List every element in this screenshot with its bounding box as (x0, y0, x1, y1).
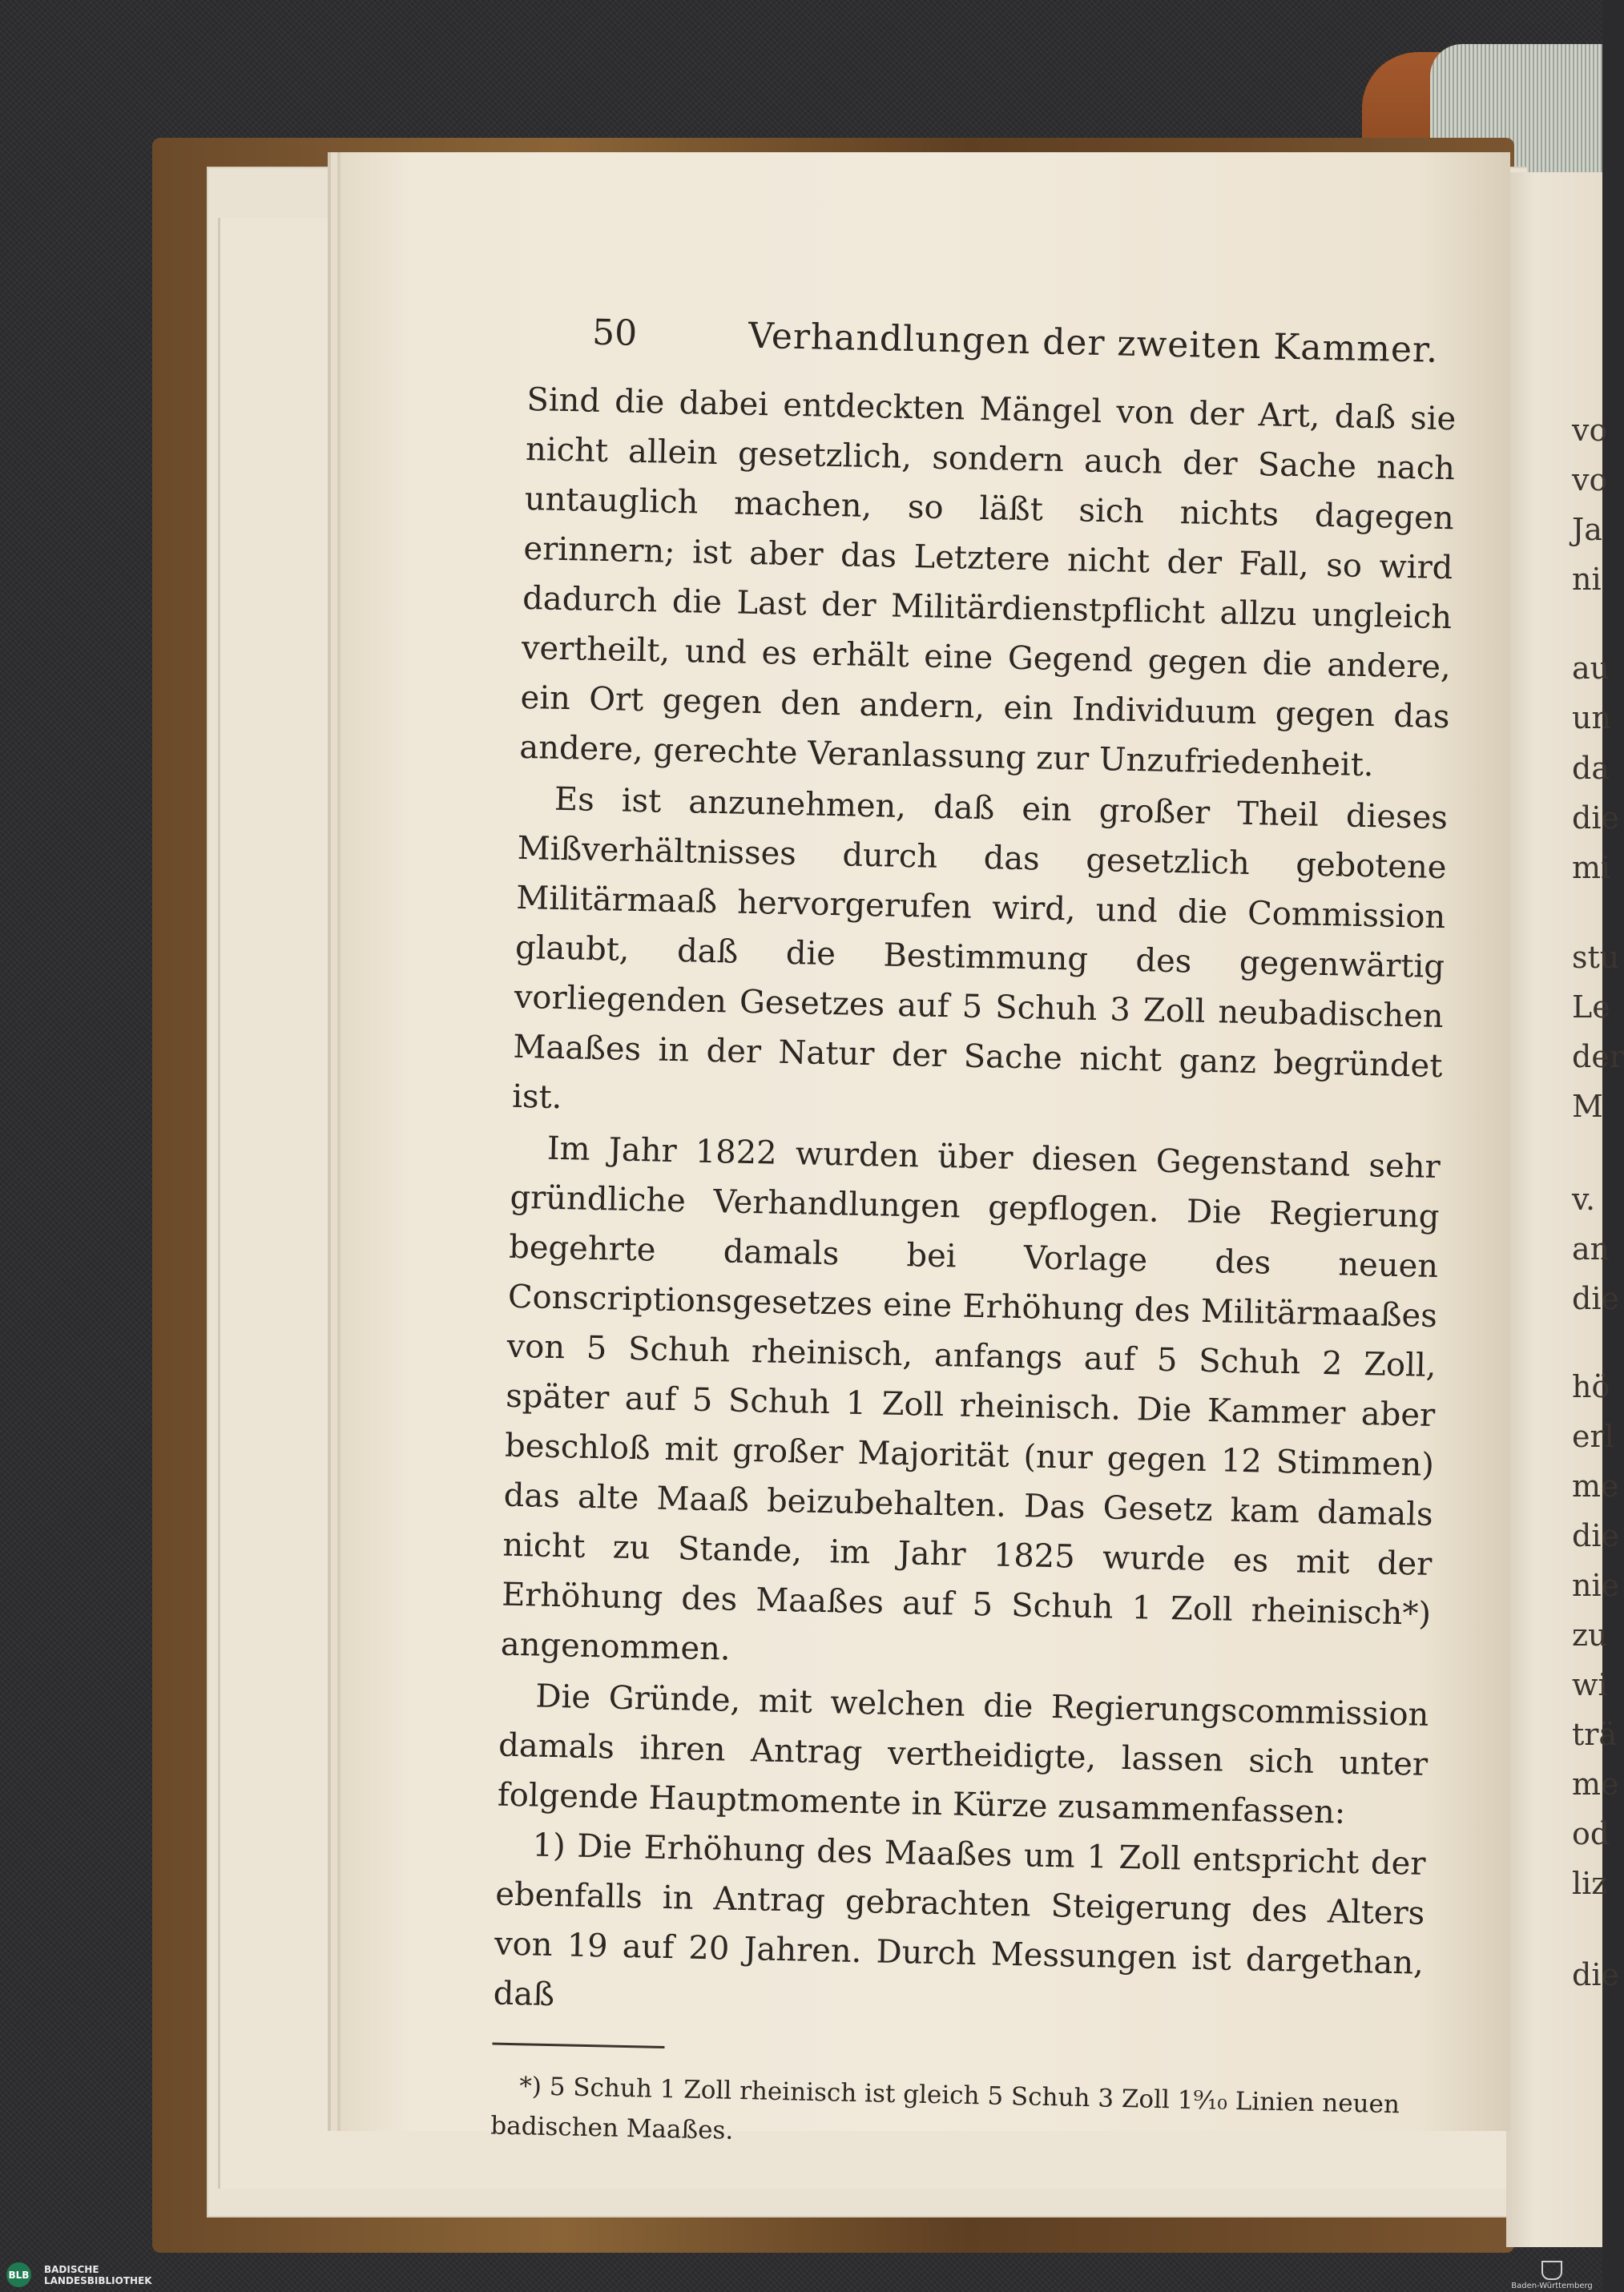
right-fragment: au (1572, 651, 1610, 686)
right-fragment: die (1572, 1281, 1619, 1316)
right-fragment: od (1572, 1816, 1610, 1851)
right-fragment: die (1572, 800, 1619, 836)
right-fragment: Ja (1572, 512, 1602, 547)
right-fragment: die (1572, 1518, 1619, 1553)
right-fragment: ni (1572, 562, 1602, 597)
state-name: Baden-Württemberg (1511, 2282, 1593, 2290)
paragraph: Die Gründe, mit welchen die Regierungscommission damals ihren Antrag vertheidigte, lassen sich unter folgende Hauptmomente in Kürze zusammenfassen: (497, 1678, 1429, 1831)
crest-icon (1541, 2261, 1562, 2280)
paragraph: Sind die dabei entdeckten Mängel von der Art, daß sie nicht allein gesetzlich, sondern auch der Sache nach untauglich machen, so läßt sich nichts dagegen erinnern; ist aber das Letztere nicht der Fall, so wird dadurch die Last der Militärdienstpflicht allzu ungleich vertheilt, und es erhält eine Gegend gegen die andere, ein Ort gegen den andern, ein Individuum gegen das andere, gerechte Veranlassung zur Unzufriedenheit. (518, 381, 1457, 784)
page-content (490, 303, 1458, 2165)
right-fragment: liz (1572, 1866, 1608, 1901)
footnote-rule (492, 2043, 664, 2049)
running-title: Verhandlungen der zweiten Kammer. (748, 315, 1439, 371)
right-fragment: Le (1572, 989, 1610, 1025)
right-fragment: trä (1572, 1717, 1618, 1752)
right-fragment: stu (1572, 940, 1620, 975)
state-logo (1501, 2261, 1602, 2292)
right-fragment: die (1572, 1957, 1619, 1992)
right-fragment: M (1572, 1089, 1603, 1124)
right-fragment: mi (1572, 850, 1611, 885)
right-fragment: hö (1572, 1369, 1610, 1404)
right-fragment: un (1572, 700, 1611, 735)
right-fragment: me (1572, 1766, 1619, 1802)
right-fragment: vo (1572, 462, 1608, 497)
right-fragment: zu (1572, 1617, 1608, 1653)
paragraph: Es ist anzunehmen, daß ein großer Theil dieses Mißverhältnisses durch das gesetzlich gebotene Militärmaaß hervorgerufen wird, und die Commission glaubt, daß die Bestimmung des gegenwärtig vorliegenden Gesetzes auf 5 Schuh 3 Zoll neubadischen Maaßes in der Natur der Sache nicht ganz begründet ist. (511, 780, 1449, 1117)
right-fragment: der (1572, 1039, 1624, 1074)
footnote: *) 5 Schuh 1 Zoll rheinisch ist gleich 5 Schuh 3 Zoll 1⁹⁄₁₀ Linien neuen badischen Maaßes. (490, 2072, 1400, 2145)
list-item: 1) Die Erhöhung des Maaßes um 1 Zoll entspricht der ebenfalls in Antrag gebrachten Steigerung des Alters von 19 auf 20 Jahren. Durch Messungen ist dargethan, daß (493, 1827, 1426, 2014)
right-fragment: me (1572, 1468, 1619, 1504)
right-fragment: vo (1572, 413, 1608, 448)
paragraph: Im Jahr 1822 wurden über diesen Gegenstand sehr gründliche Verhandlungen gepflogen. Die Regierung begehrte damals bei Vorlage des neuen Conscriptionsgesetzes eine Erhöhung des Militärmaaßes von 5 Schuh rheinisch, anfangs auf 5 Schuh 2 Zoll, später auf 5 Schuh 1 Zoll rheinisch. Die Kammer aber beschloß mit großer Majorität (nur gegen 12 Stimmen) das alte Maaß beizubehalten. Das Gesetz kam damals nicht zu Stande, im Jahr 1825 wurde es mit der Erhöhung des Maaßes auf 5 Schuh 1 Zoll rheinisch*) angenommen. (500, 1130, 1441, 1668)
right-fragment: wi (1572, 1667, 1608, 1702)
page-number: 50 (591, 312, 638, 354)
right-fragment: an (1572, 1231, 1610, 1267)
right-fragment: erl (1572, 1419, 1614, 1454)
library-logo: BLB (6, 2262, 31, 2287)
library-name-line: BADISCHE (44, 2264, 99, 2275)
right-fragment: nie (1572, 1568, 1620, 1603)
right-fragment: da (1572, 751, 1610, 786)
right-fragment: v. (1572, 1182, 1596, 1217)
library-name (44, 2264, 152, 2286)
library-name-line: LANDESBIBLIOTHEK (44, 2275, 152, 2286)
